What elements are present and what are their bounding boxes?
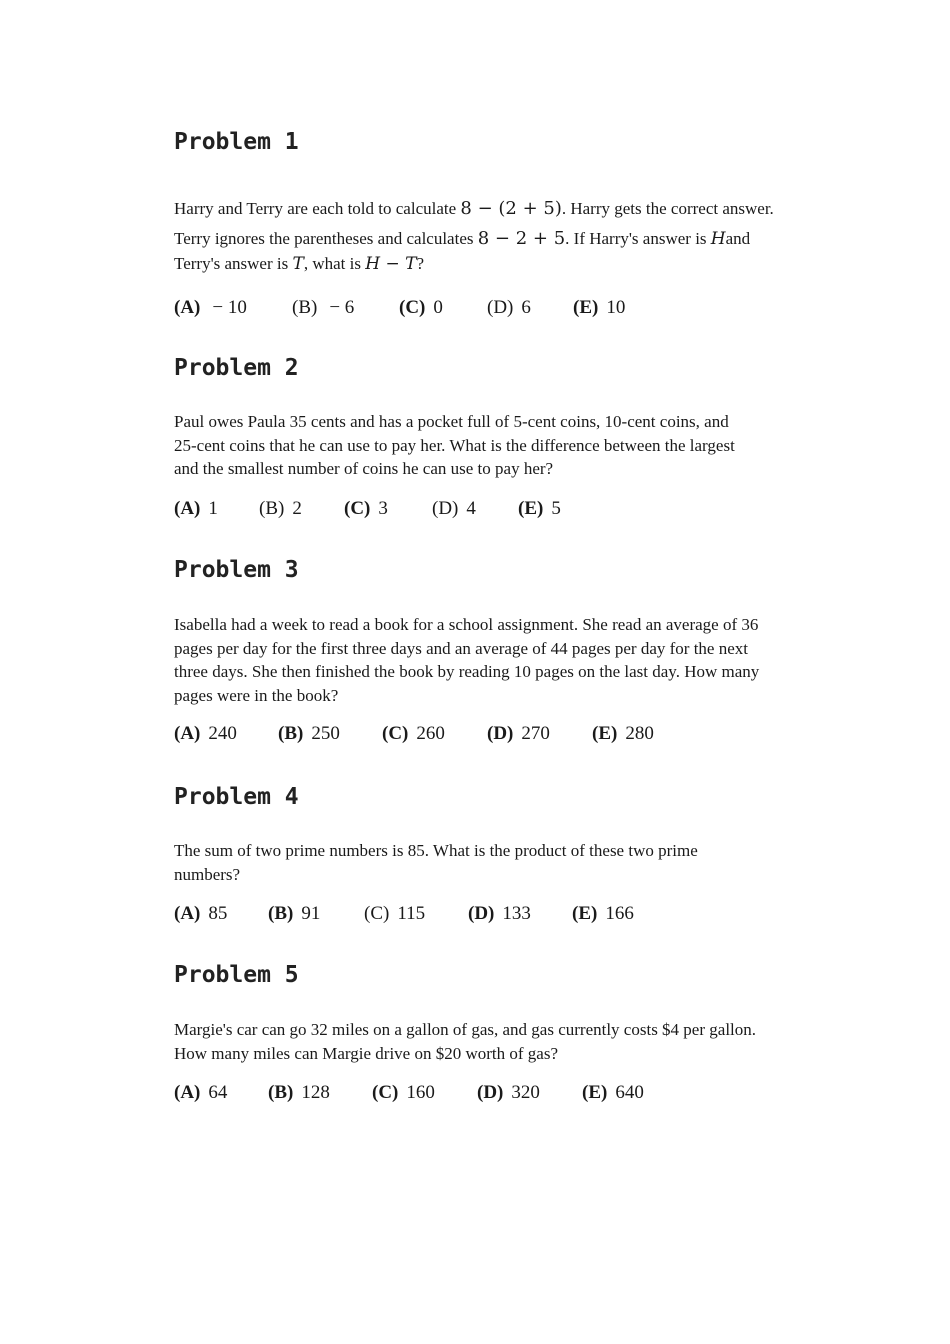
choice-b[interactable]: (B) 2 bbox=[259, 498, 302, 519]
problem-1 bbox=[174, 127, 804, 318]
answer-choices bbox=[174, 1082, 804, 1108]
text-segment: Harry and Terry are each told to calculate bbox=[174, 199, 461, 218]
text-line: pages were in the book? bbox=[174, 685, 339, 705]
text-line: three days. She then finished the book by reading 10 pages on the last day. How many bbox=[174, 662, 760, 681]
choice-a[interactable]: (A) 85 bbox=[174, 903, 228, 924]
text-segment: Terry ignores the parentheses and calculates bbox=[174, 229, 478, 248]
text-segment: Terry's answer is bbox=[174, 253, 293, 273]
choice-a[interactable]: (A) 1 bbox=[174, 498, 218, 519]
choice-a[interactable]: (A) 240 bbox=[174, 723, 237, 744]
choice-d[interactable]: (D) 320 bbox=[477, 1082, 540, 1103]
math-variable: H bbox=[710, 229, 726, 249]
text-line: Paul owes Paula 35 cents and has a pocket full of 5-cent coins, 10-cent coins, and bbox=[174, 412, 729, 431]
problem-text bbox=[174, 1018, 804, 1065]
problem-title: Problem 4 bbox=[174, 784, 299, 810]
choice-c[interactable]: (C) 3 bbox=[344, 498, 388, 519]
choice-e[interactable]: (E) 166 bbox=[572, 903, 634, 924]
choice-b[interactable]: (B) 250 bbox=[278, 723, 340, 744]
choice-e[interactable]: (E) 640 bbox=[582, 1082, 644, 1103]
problem-title: Problem 1 bbox=[174, 129, 299, 155]
text-line: and the smallest number of coins he can use to pay her? bbox=[174, 459, 554, 478]
text-line: pages per day for the first three days and an average of 44 pages per day for the next bbox=[174, 638, 748, 658]
problem-4 bbox=[174, 782, 804, 924]
text-segment: . If Harry's answer is bbox=[565, 229, 711, 248]
problem-2 bbox=[174, 353, 804, 519]
text-line: Margie's car can go 32 miles on a gallon of gas, and gas currently costs $4 per gallon. bbox=[174, 1020, 757, 1039]
text-line: How many miles can Margie drive on $20 worth of gas? bbox=[174, 1043, 558, 1063]
problem-text bbox=[174, 410, 804, 481]
text-line: Isabella had a week to read a book for a school assignment. She read an average of 36 bbox=[174, 615, 759, 634]
choice-d[interactable]: (D) 6 bbox=[487, 297, 531, 318]
problem-text bbox=[174, 613, 804, 707]
choice-d[interactable]: (D) 270 bbox=[487, 723, 550, 744]
choice-a[interactable]: (A) 64 bbox=[174, 1082, 228, 1103]
choice-b[interactable]: (B) − 6 bbox=[292, 297, 355, 318]
choice-e[interactable]: (E) 10 bbox=[573, 297, 626, 318]
text-segment: , what is bbox=[303, 253, 366, 273]
problem-title: Problem 2 bbox=[174, 355, 299, 381]
text-segment: . Harry gets the correct answer. bbox=[561, 199, 774, 218]
choice-b[interactable]: (B) 128 bbox=[268, 1082, 330, 1103]
choice-e[interactable]: (E) 5 bbox=[518, 498, 561, 519]
problem-title: Problem 5 bbox=[174, 962, 299, 988]
problem-3 bbox=[174, 555, 804, 744]
math-expression: 8 − 2 + 5 bbox=[477, 228, 566, 249]
problem-5 bbox=[174, 960, 804, 1103]
choice-d[interactable]: (D) 133 bbox=[468, 903, 531, 924]
problem-title: Problem 3 bbox=[174, 557, 299, 583]
choice-c[interactable]: (C) 115 bbox=[364, 903, 426, 924]
text-segment: ? bbox=[416, 253, 424, 273]
choice-c[interactable]: (C) 260 bbox=[382, 723, 445, 744]
choice-c[interactable]: (C) 160 bbox=[372, 1082, 435, 1103]
choice-c[interactable]: (C) 0 bbox=[399, 297, 443, 318]
choice-a[interactable]: (A) − 10 bbox=[174, 297, 247, 318]
math-variable: T bbox=[292, 253, 304, 274]
answer-choices bbox=[174, 903, 804, 929]
text-line: The sum of two prime numbers is 85. What is the product of these two prime bbox=[174, 841, 698, 860]
text-line: 25-cent coins that he can use to pay her. What is the difference between the largest bbox=[174, 435, 735, 455]
answer-choices bbox=[174, 723, 804, 749]
text-line: numbers? bbox=[174, 864, 241, 884]
math-expression: 8 − (2 + 5) bbox=[460, 198, 562, 219]
answer-choices bbox=[174, 498, 804, 524]
problem-text bbox=[174, 195, 804, 276]
answer-choices bbox=[174, 297, 804, 323]
text-segment: and bbox=[725, 229, 751, 248]
choice-e[interactable]: (E) 280 bbox=[592, 723, 654, 744]
problem-text bbox=[174, 839, 804, 886]
math-expression: H − T bbox=[365, 253, 417, 274]
choice-b[interactable]: (B) 91 bbox=[268, 903, 321, 924]
choice-d[interactable]: (D) 4 bbox=[432, 498, 476, 519]
